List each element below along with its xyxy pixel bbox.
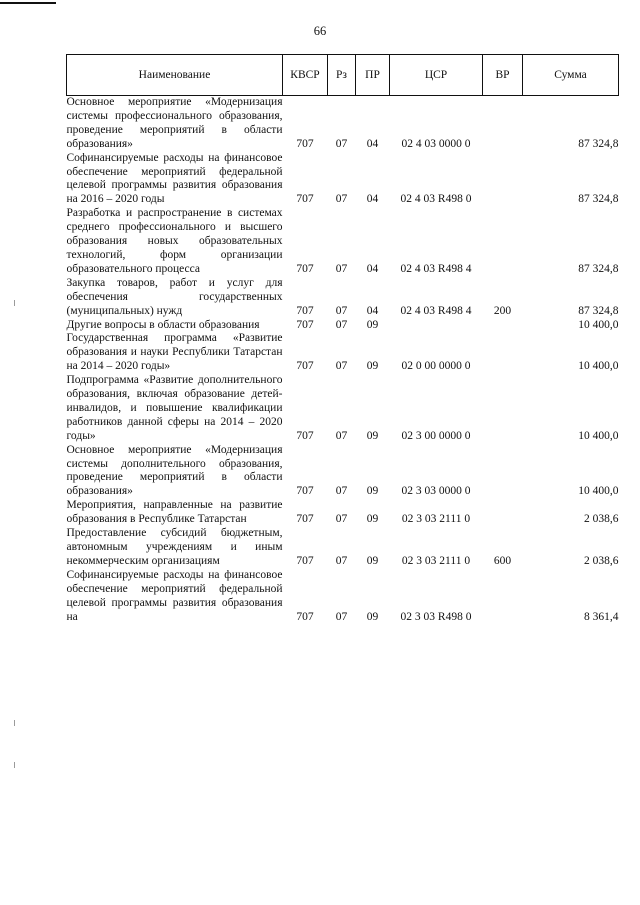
row-rz: 07 (335, 304, 348, 317)
row-kvsr: 707 (296, 360, 314, 373)
row-kvsr: 707 (296, 262, 314, 275)
row-pr: 04 (366, 262, 379, 275)
row-rz: 07 (335, 429, 348, 442)
row-sum: 2 038,6 (584, 513, 619, 526)
row-pr: 04 (366, 137, 379, 150)
row-pr: 04 (366, 304, 379, 317)
table-row (67, 332, 619, 374)
table-row (67, 499, 619, 527)
header-name: Наименование (67, 55, 283, 96)
binder-mark (14, 720, 15, 726)
row-rz: 07 (335, 513, 348, 526)
row-rz: 07 (335, 262, 348, 275)
table-row (67, 444, 619, 500)
header-rz: Рз (328, 55, 356, 96)
row-csr: 02 0 00 0000 0 (401, 360, 471, 373)
row-sum: 10 400,0 (578, 429, 619, 442)
row-pr: 09 (366, 513, 379, 526)
row-vr (483, 332, 523, 374)
row-name: Разработка и распространение в системах среднего профессионального и высшего образования новых образовательных технологий, форм организации образовательного процесса (66, 207, 283, 275)
budget-table (66, 54, 619, 624)
binder-mark (14, 762, 15, 768)
row-vr: 200 (493, 304, 512, 317)
header-kvsr: КВСР (283, 55, 328, 96)
page-number: 66 (313, 24, 327, 38)
row-pr: 04 (366, 193, 379, 206)
row-pr: 09 (366, 554, 379, 567)
table-row (67, 152, 619, 208)
row-csr: 02 4 03 0000 0 (401, 137, 471, 150)
row-csr: 02 3 03 2111 0 (401, 513, 471, 526)
row-kvsr: 707 (296, 485, 314, 498)
table-header-row (67, 55, 619, 96)
header-csr: ЦСР (390, 55, 483, 96)
row-pr: 09 (366, 485, 379, 498)
row-sum: 87 324,8 (578, 193, 619, 206)
row-kvsr: 707 (296, 137, 314, 150)
row-name: Основное мероприятие «Модернизация системы дополнительного образования, проведение мероприятий в области образования» (66, 443, 283, 498)
row-rz: 07 (335, 137, 348, 150)
row-name: Основное мероприятие «Модернизация системы профессионального образования, проведение мероприятий в области образования» (66, 96, 283, 150)
row-vr (483, 499, 523, 527)
row-name: Государственная программа «Развитие образования и науки Республики Татарстан на 2014 – 2020 годы» (66, 332, 283, 373)
row-pr: 09 (366, 360, 379, 373)
row-vr (483, 319, 523, 333)
row-sum: 2 038,6 (584, 554, 619, 567)
row-csr (390, 319, 483, 333)
row-csr: 02 3 03 2111 0 (401, 554, 471, 567)
row-csr: 02 4 03 R498 4 (400, 262, 472, 275)
row-kvsr: 707 (296, 513, 314, 526)
table-row (67, 527, 619, 569)
row-vr (483, 569, 523, 625)
row-vr (483, 374, 523, 444)
table-row (67, 374, 619, 444)
row-rz: 07 (335, 485, 348, 498)
row-csr: 02 3 03 R498 0 (400, 610, 472, 623)
top-rule (0, 2, 56, 4)
row-pr: 09 (366, 610, 379, 623)
binder-mark (14, 300, 15, 306)
row-kvsr: 707 (296, 304, 314, 317)
header-pr: ПР (356, 55, 390, 96)
header-vr: ВР (483, 55, 523, 96)
row-kvsr: 707 (296, 610, 314, 623)
row-name: Другие вопросы в области образования (66, 318, 260, 331)
row-name: Предоставление субсидий бюджетным, автономным учреждениям и иным некоммерческим организациям (66, 527, 283, 567)
row-rz: 07 (335, 318, 348, 331)
row-kvsr: 707 (296, 429, 314, 442)
row-sum: 8 361,4 (584, 610, 619, 623)
table-row (67, 207, 619, 277)
row-vr (483, 152, 523, 208)
row-rz: 07 (335, 554, 348, 567)
row-name: Софинансируемые расходы на финансовое обеспечение мероприятий федеральной целевой программы развития образования на 2016 – 2020 годы (66, 151, 283, 206)
row-kvsr: 707 (296, 193, 314, 206)
row-rz: 07 (335, 193, 348, 206)
row-vr (483, 444, 523, 500)
table-row (67, 277, 619, 319)
row-csr: 02 4 03 R498 4 (400, 304, 472, 317)
row-name: Закупка товаров, работ и услуг для обеспечения государственных (муниципальных) нужд (66, 276, 283, 317)
row-sum: 87 324,8 (578, 137, 619, 150)
row-name: Софинансируемые расходы на финансовое обеспечение мероприятий федеральной целевой программы развития образования на (66, 568, 283, 623)
row-sum: 87 324,8 (578, 304, 619, 317)
row-pr: 09 (366, 429, 379, 442)
row-csr: 02 4 03 R498 0 (400, 193, 472, 206)
row-rz: 07 (335, 610, 348, 623)
row-pr: 09 (366, 318, 379, 331)
row-sum: 10 400,0 (578, 485, 619, 498)
table-row (67, 569, 619, 625)
table-row (67, 319, 619, 333)
row-name: Мероприятия, направленные на развитие образования в Республике Татарстан (66, 499, 283, 526)
row-kvsr: 707 (296, 318, 314, 331)
header-sum: Сумма (523, 55, 619, 96)
row-sum: 10 400,0 (578, 318, 619, 331)
row-vr (483, 96, 523, 152)
row-sum: 87 324,8 (578, 262, 619, 275)
row-name: Подпрограмма «Развитие дополнительного образования, включая образование детей-инвалидов, и повышение квалификации работников данной сферы на 2014 – 2020 годы» (66, 374, 283, 442)
row-csr: 02 3 00 0000 0 (401, 429, 471, 442)
row-rz: 07 (335, 360, 348, 373)
table-row (67, 96, 619, 152)
row-sum: 10 400,0 (578, 360, 619, 373)
row-vr: 600 (493, 554, 512, 567)
row-vr (483, 207, 523, 277)
row-kvsr: 707 (296, 554, 314, 567)
row-csr: 02 3 03 0000 0 (401, 485, 471, 498)
